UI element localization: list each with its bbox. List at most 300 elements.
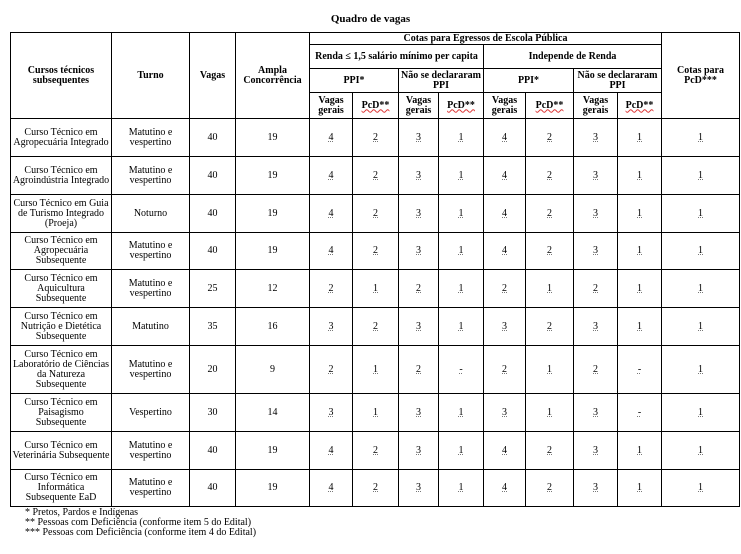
quota-cell [399,394,439,432]
quota-cell [526,270,574,308]
quota-cell-text: 1 [458,131,464,143]
quota-cell-text: 3 [593,444,598,456]
quota-cell [439,233,484,270]
quota-cell-text: 3 [593,131,598,143]
header-pcd-2-label: PcD** [447,99,475,111]
quota-cell [439,432,484,470]
quota-cell [526,195,574,233]
broad-cell [236,346,310,394]
quota-cell-text: 3 [593,320,598,332]
quota-cell-text: 3 [416,245,421,256]
quota-cell-text: 3 [416,131,421,143]
quota-cell [526,233,574,270]
quota-cell [484,157,526,195]
pcd-quota-cell-text: 1 [698,282,703,294]
course-cell [11,270,112,308]
quota-cell-text: 2 [328,363,334,375]
table-row [11,394,740,432]
vacancies-cell-text: 35 [207,320,218,332]
header-general-3: Vagas gerais [484,93,526,119]
header-non-declared-any: Não se declararam PPI [574,69,662,93]
footnote-pcd-item4: *** Pessoas com Deficiência (conforme item 4 do Edital) [25,527,257,538]
quota-cell-text: 4 [502,207,507,219]
pcd-quota-cell [662,157,740,195]
quota-cell [618,346,662,394]
course-cell [11,308,112,346]
quota-cell-text: 2 [373,207,378,219]
quota-cell [484,270,526,308]
header-shift: Turno [112,33,190,119]
course-cell-text: Curso Técnico em Laboratório de Ciências da Natureza Subsequente [12,348,110,390]
quota-cell [353,195,399,233]
quota-cell [399,432,439,470]
quota-cell [484,233,526,270]
quota-cell [484,470,526,507]
quota-cell-text: 2 [593,282,598,294]
quota-cell [353,270,399,308]
quota-cell-text: 3 [502,320,507,332]
header-pcd-quota-label: Cotas para PcD*** [677,64,724,86]
quota-cell-text: 3 [416,444,421,456]
broad-cell-text: 19 [267,207,278,219]
quota-cell-text: 2 [502,282,507,294]
shift-cell [112,470,190,507]
pcd-quota-cell [662,195,740,233]
quota-cell-text: - [637,363,642,375]
quota-cell-text: 2 [547,444,552,456]
quota-cell [439,270,484,308]
table-row [11,157,740,195]
quota-cell [399,119,439,157]
quota-cell [399,195,439,233]
quota-cell [439,346,484,394]
shift-cell [112,346,190,394]
quota-cell [439,157,484,195]
broad-cell-text: 14 [267,406,278,418]
course-cell-text: Curso Técnico em Guia de Turismo Integrado (Proeja) [13,197,109,229]
quota-cell-text: 1 [458,245,464,256]
header-pcd-4-label: PcD** [625,99,654,111]
shift-cell-text: Matutino e vespertino [128,277,173,299]
quota-cell [484,195,526,233]
table-row [11,470,740,507]
quota-cell [439,308,484,346]
quota-cell [526,119,574,157]
quota-cell-text: 3 [416,169,421,181]
header-vacancies: Vagas [190,33,236,119]
quota-cell [353,346,399,394]
quota-cell-text: 1 [637,245,642,256]
quota-cell [618,470,662,507]
quota-cell [618,157,662,195]
header-courses: Cursos técnicos subsequentes [11,33,112,119]
broad-cell-text: 9 [270,363,275,375]
quota-cell-text: - [637,406,642,418]
quota-cell-text: 1 [637,131,642,143]
quota-cell [526,157,574,195]
footnote-pcd-item5: ** Pessoas com Deficiência (conforme item 5 do Edital) [25,517,252,528]
quota-cell-text: 3 [502,406,507,418]
header-broad-competition: Ampla Concorrência [236,33,310,119]
quota-cell [618,233,662,270]
quota-cell [439,195,484,233]
quota-cell-text: 1 [637,444,642,456]
quota-cell-text: 3 [593,245,598,256]
quota-cell-text: 2 [328,282,334,294]
quota-cell [618,195,662,233]
pcd-quota-cell [662,119,740,157]
quota-cell [439,394,484,432]
pcd-quota-cell [662,470,740,507]
course-cell [11,470,112,507]
quota-cell [484,346,526,394]
quota-cell-text: 2 [593,363,598,375]
vacancies-cell [190,394,236,432]
quota-cell [310,233,353,270]
header-ppi-any: PPI* [484,69,574,93]
quota-cell-text: 1 [547,282,552,294]
page-title: Quadro de vagas [330,13,411,25]
pcd-quota-cell-text: 1 [698,406,703,418]
quota-cell-text: 4 [328,245,334,256]
quota-cell-text: 1 [373,363,378,375]
pcd-quota-cell-text: 1 [698,444,703,456]
quota-cell-text: 1 [458,320,464,332]
header-pcd-1-label: PcD** [361,99,390,111]
quota-cell-text: 1 [458,482,464,493]
quota-cell-text: 2 [547,320,552,332]
quota-cell [526,470,574,507]
quota-cell-text: 1 [373,406,378,418]
table-row [11,308,740,346]
pcd-quota-cell [662,308,740,346]
shift-cell-text: Matutino [132,320,169,332]
vacancies-cell-text: 25 [207,282,218,294]
vacancies-cell [190,195,236,233]
quota-cell [618,308,662,346]
quota-cell-text: 2 [373,482,378,493]
pcd-quota-cell-text: 1 [698,131,703,143]
broad-cell-text: 19 [267,444,278,456]
table-row [11,233,740,270]
quota-cell-text: 1 [547,406,552,418]
quota-cell [618,394,662,432]
header-pcd-1 [353,93,399,119]
shift-cell [112,195,190,233]
quota-cell [574,346,618,394]
pcd-quota-cell [662,270,740,308]
quota-cell-text: 1 [637,320,642,332]
table-row [11,195,740,233]
header-non-declared-low: Não se declararam PPI [399,69,484,93]
quota-cell [353,157,399,195]
quota-cell-text: 1 [637,169,642,181]
quota-cell [353,394,399,432]
shift-cell [112,233,190,270]
quota-cell-text: 4 [328,482,334,493]
quota-cell-text: 2 [547,131,552,143]
quota-cell [484,308,526,346]
vacancies-cell-text: 30 [207,406,218,418]
course-cell [11,233,112,270]
header-public-school-quotas: Cotas para Egressos de Escola Pública [310,33,662,45]
quota-cell-text: 4 [502,444,507,456]
quota-cell [439,470,484,507]
quota-cell-text: 1 [458,207,464,219]
quota-cell [574,394,618,432]
course-cell-text: Curso Técnico em Aquicultura Subsequente [24,272,98,304]
quota-cell-text: 2 [373,131,378,143]
vacancies-cell-text: 20 [207,363,218,375]
quota-cell [310,432,353,470]
quota-cell-text: 1 [458,169,464,181]
course-cell [11,157,112,195]
header-pcd-3 [526,93,574,119]
vacancies-cell-text: 40 [207,131,218,143]
shift-cell-text: Noturno [133,207,168,219]
course-cell-text: Curso Técnico em Paisagismo Subsequente [24,396,98,428]
broad-cell [236,195,310,233]
quota-cell-text: 3 [416,320,421,332]
broad-cell-text: 19 [267,245,278,256]
quota-cell-text: 4 [328,169,334,181]
pcd-quota-cell-text: 1 [698,207,703,219]
broad-cell-text: 19 [267,169,278,181]
quota-cell [399,233,439,270]
quota-cell [574,432,618,470]
quota-cell [526,432,574,470]
quota-cell [399,470,439,507]
quota-cell [310,470,353,507]
quota-cell [526,394,574,432]
quota-cell [353,308,399,346]
quota-cell-text: 2 [373,444,378,456]
broad-cell-text: 16 [267,320,278,332]
quota-cell [439,119,484,157]
header-income-any: Independe de Renda [484,45,662,69]
quota-cell [618,432,662,470]
quota-cell [574,157,618,195]
quota-cell-text: 3 [328,320,334,332]
header-pcd-2 [439,93,484,119]
quota-cell-text: 2 [416,282,421,294]
quota-cell-text: 2 [373,169,378,181]
quota-cell-text: 3 [593,482,598,493]
quota-cell [310,270,353,308]
broad-cell [236,157,310,195]
vacancies-cell [190,157,236,195]
quota-cell-text: 4 [502,131,507,143]
shift-cell-text: Matutino e vespertino [128,126,173,148]
quota-cell-text: 2 [547,207,552,219]
quota-cell [526,308,574,346]
broad-cell [236,470,310,507]
pcd-quota-cell-text: 1 [698,363,703,375]
pcd-quota-cell-text: 1 [698,482,703,493]
vacancies-cell-text: 40 [207,444,218,456]
quota-cell-text: 2 [547,245,552,256]
header-pcd-quota [662,33,740,119]
vacancies-cell [190,270,236,308]
quota-cell-text: 1 [458,406,464,418]
quota-cell-text: 3 [593,207,598,219]
quota-cell [574,233,618,270]
shift-cell-text: Vespertino [129,406,172,418]
quota-cell [310,195,353,233]
broad-cell [236,432,310,470]
quota-cell-text: 1 [373,282,378,294]
quota-cell-text: 2 [373,245,378,256]
quota-cell-text: 4 [328,207,334,219]
course-cell-text: Curso Técnico em Agroindústria Integrado [12,164,110,186]
header-general-2: Vagas gerais [399,93,439,119]
header-general-4: Vagas gerais [574,93,618,119]
vacancies-cell [190,432,236,470]
quota-cell [399,308,439,346]
quota-cell [353,233,399,270]
vacancies-cell [190,346,236,394]
shift-cell-text: Matutino e vespertino [128,439,173,461]
quota-cell-text: 3 [593,169,598,181]
quota-cell [353,470,399,507]
quota-cell-text: 3 [593,406,598,418]
broad-cell [236,119,310,157]
broad-cell-text: 19 [267,131,278,143]
quota-cell-text: 2 [416,363,421,375]
shift-cell-text: Matutino e vespertino [128,240,173,261]
broad-cell [236,270,310,308]
quota-cell [353,119,399,157]
shift-cell [112,432,190,470]
header-pcd-3-label: PcD** [535,99,564,111]
quota-cell-text: 1 [547,363,552,375]
broad-cell [236,308,310,346]
course-cell [11,119,112,157]
course-cell-text: Curso Técnico em Nutrição e Dietética Subsequente [20,310,102,342]
quota-cell-text: 3 [416,482,421,493]
vacancies-cell [190,119,236,157]
shift-cell [112,394,190,432]
quota-cell-text: 4 [502,245,507,256]
quota-cell-text: 4 [328,444,334,456]
quota-cell-text: 3 [416,406,421,418]
broad-cell [236,394,310,432]
quota-cell-text: 3 [328,406,334,418]
header-pcd-4 [618,93,662,119]
pcd-quota-cell [662,432,740,470]
vacancies-cell [190,308,236,346]
pcd-quota-cell [662,346,740,394]
header-general-1: Vagas gerais [310,93,353,119]
footnotes [25,508,256,538]
quota-cell-text: 1 [458,444,464,456]
quota-cell [484,394,526,432]
vacancies-cell-text: 40 [207,169,218,181]
course-cell-text: Curso Técnico em Agropecuária Integrado [13,126,109,148]
quota-cell-text: - [459,363,463,375]
pcd-quota-cell-text: 1 [698,320,703,332]
shift-cell-text: Matutino e vespertino [128,164,173,186]
quota-cell-text: 4 [328,131,334,143]
quota-cell-text: 4 [502,482,507,493]
course-cell-text: Curso Técnico em Veterinária Subsequente [12,439,110,461]
quota-cell [310,346,353,394]
broad-cell-text: 12 [267,282,278,294]
quota-cell [310,119,353,157]
quota-cell [574,195,618,233]
quota-cell-text: 2 [547,482,552,493]
quota-cell [574,119,618,157]
quota-cell [399,157,439,195]
quota-cell-text: 1 [637,482,642,493]
vacancies-cell [190,470,236,507]
quota-cell [618,119,662,157]
quota-cell [310,394,353,432]
table-row [11,346,740,394]
course-cell [11,432,112,470]
quota-cell-text: 1 [637,207,642,219]
header-income-low: Renda ≤ 1,5 salário mínimo per capita [310,45,484,69]
shift-cell-text: Matutino e vespertino [128,477,173,498]
quota-cell [526,346,574,394]
quota-cell-text: 1 [458,282,464,294]
quota-cell [618,270,662,308]
vacancies-cell [190,233,236,270]
vacancies-cell-text: 40 [207,207,218,219]
header-ppi-low: PPI* [310,69,399,93]
shift-cell-text: Matutino e vespertino [128,358,173,380]
quota-cell-text: 4 [502,169,507,181]
course-cell [11,346,112,394]
quota-cell-text: 1 [637,282,642,294]
quota-cell [484,432,526,470]
quota-cell [574,308,618,346]
vacancies-cell-text: 40 [207,482,218,493]
quota-cell [574,270,618,308]
shift-cell [112,157,190,195]
shift-cell [112,308,190,346]
vacancies-cell-text: 40 [207,245,218,256]
course-cell-text: Curso Técnico em Agropecuária Subsequente [24,235,98,266]
quota-cell [574,470,618,507]
pcd-quota-cell-text: 1 [698,245,703,256]
broad-cell [236,233,310,270]
table-row [11,119,740,157]
pcd-quota-cell [662,394,740,432]
quota-cell-text: 2 [502,363,507,375]
quota-cell [310,157,353,195]
course-cell [11,195,112,233]
shift-cell [112,270,190,308]
course-cell [11,394,112,432]
table-row [11,432,740,470]
quota-cell [353,432,399,470]
table-row [11,270,740,308]
course-cell-text: Curso Técnico em Informática Subsequente EaD [24,472,98,503]
quota-cell [484,119,526,157]
pcd-quota-cell [662,233,740,270]
quota-cell [399,270,439,308]
quota-cell-text: 2 [373,320,378,332]
shift-cell [112,119,190,157]
quota-cell [310,308,353,346]
quota-cell [399,346,439,394]
quota-cell-text: 3 [416,207,421,219]
vacancy-table [10,32,740,507]
footnote-ppi: * Pretos, Pardos e Indígenas [25,507,139,518]
broad-cell-text: 19 [267,482,278,493]
pcd-quota-cell-text: 1 [698,169,703,181]
